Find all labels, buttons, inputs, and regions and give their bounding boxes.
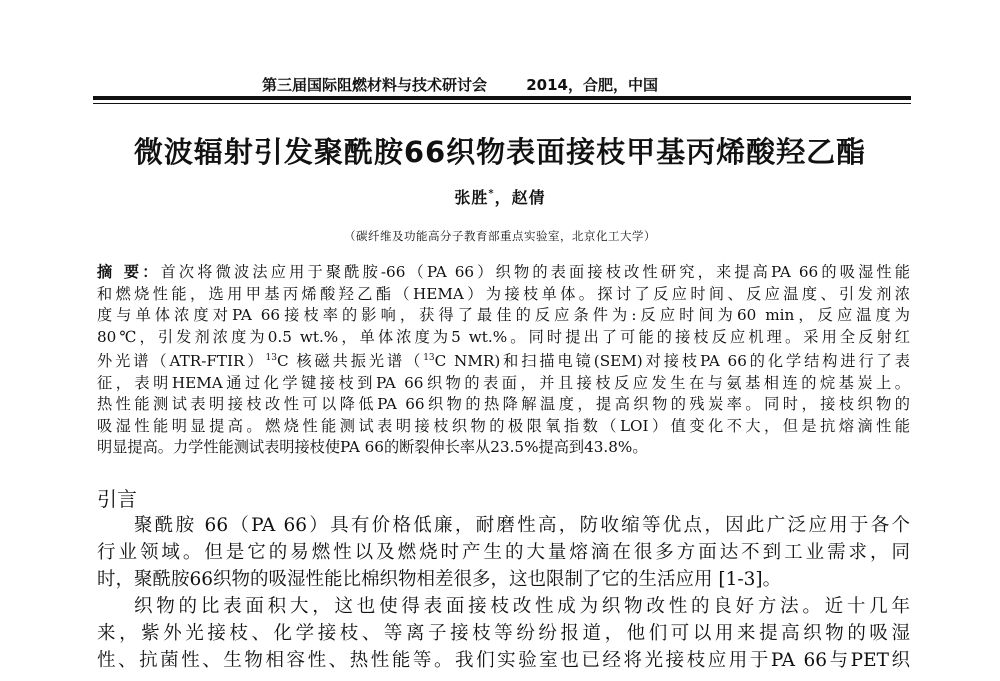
header-rule-thick — [93, 96, 911, 100]
abstract-line: 吸湿性能明显提高。燃烧性能测试表明接枝织物的极限氧指数（LOI）值变化不大，但是抗熔滴性能 — [97, 416, 910, 435]
author-list — [0, 185, 1000, 208]
abstract-line: 热性能测试表明接枝改性可以降低PA 66织物的热降解温度，提高织物的残炭率。同时，接枝织物的 — [97, 395, 910, 414]
body-line: 行业领域。但是它的易燃性以及燃烧时产生的大量熔滴在很多方面达不到工业需求，同 — [97, 542, 910, 563]
author-name-1: 张胜 — [454, 188, 489, 207]
corresponding-mark: * — [488, 188, 495, 200]
body-line: 时，聚酰胺66织物的吸湿性能比棉织物相差很多，这也限制了它的生活应用 [1-3]。 — [97, 569, 782, 590]
header-date-place: 2014，合肥，中国 — [526, 76, 658, 94]
abstract-label: 摘 要： — [97, 263, 161, 281]
section-heading: 引言 — [97, 487, 137, 511]
abstract-line: 摘 要：首次将微波法应用于聚酰胺-66（PA 66）织物的表面接枝改性研究，来提高PA 66的吸湿性能 — [97, 263, 910, 281]
body-line: 织物的比表面积大，这也使得表面接枝改性成为织物改性的良好方法。近十几年 — [134, 596, 910, 617]
body-line: 聚酰胺 66（PA 66）具有价格低廉，耐磨性高，防收缩等优点，因此广泛应用于各个 — [134, 515, 910, 536]
abstract-line: 80℃，引发剂浓度为0.5 wt.%，单体浓度为5 wt.%。同时提出了可能的接枝反应机理。采用全反射红 — [97, 327, 910, 346]
header-rule-thin — [93, 103, 911, 104]
abstract-line: 明显提高。力学性能测试表明接枝使PA 66的断裂伸长率从23.5%提高到43.8%。 — [97, 438, 648, 457]
affiliation: （碳纤维及功能高分子教育部重点实验室，北京化工大学） — [344, 229, 656, 243]
isotope-superscript: 13 — [265, 353, 277, 363]
abstract-line: 外光谱（ATR-FTIR）$^{13}$C 核磁共振光谱（$^{13}$C NMR)和扫描电镜(SEM)对接枝PA 66的化学结构进行了表 — [97, 352, 910, 371]
abstract-line: 度与单体浓度对PA 66接枝率的影响，获得了最佳的反应条件为:反应时间为60 min，反应温度为 — [97, 306, 910, 324]
abstract-line: 征，表明HEMA通过化学键接枝到PA 66织物的表面，并且接枝反应发生在与氨基相连的烷基炭上。 — [97, 373, 910, 392]
author-name-2: ，赵倩 — [494, 188, 546, 207]
abstract-line: 和燃烧性能，选用甲基丙烯酸羟乙酯（HEMA）为接枝单体。探讨了反应时间、反应温度、引发剂浓 — [97, 284, 910, 303]
body-text — [97, 512, 910, 674]
isotope-superscript: 13 — [423, 353, 435, 363]
body-line: 来，紫外光接枝、化学接枝、等离子接枝等纷纷报道，他们可以用来提高织物的吸湿 — [97, 623, 910, 644]
abstract — [97, 262, 910, 459]
running-header — [262, 74, 658, 95]
body-line: 性、抗菌性、生物相容性、热性能等。我们实验室也已经将光接枝应用于PA 66与PET织 — [97, 650, 910, 671]
paper-title: 微波辐射引发聚酰胺66织物表面接枝甲基丙烯酸羟乙酯 — [133, 135, 867, 169]
conference-name: 第三届国际阻燃材料与技术研讨会 — [262, 76, 488, 94]
